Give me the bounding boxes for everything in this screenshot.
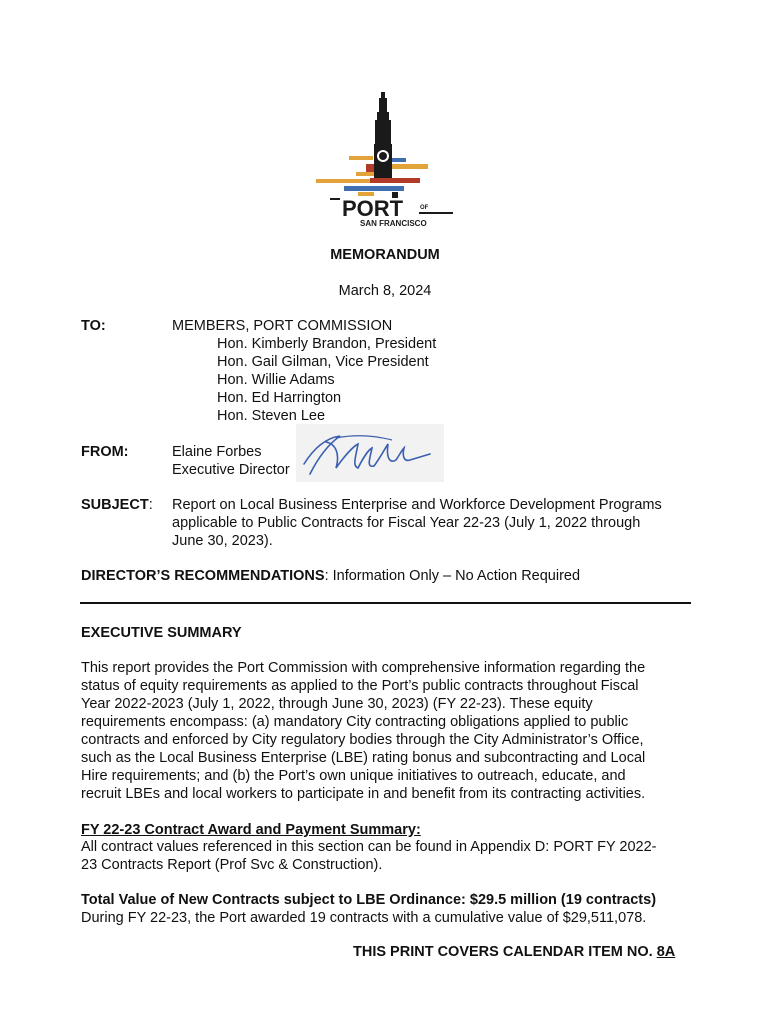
subject-line: applicable to Public Contracts for Fiscal Year 22-23 (July 1, 2022 through [172,515,641,531]
award-summary-line: All contract values referenced in this section can be found in Appendix D: PORT FY 2022- [81,839,657,855]
calendar-item-footer [353,943,675,961]
executive-summary-line: contracts and enforced by City regulatory bodies through the City Administrator’s Office, [81,732,644,748]
recommendation [81,567,580,585]
svg-text:SAN FRANCISCO: SAN FRANCISCO [360,219,427,228]
executive-summary-line: such as the Local Business Enterprise (LBE) rating bonus and subcontracting and Local [81,750,646,766]
executive-summary-line: This report provides the Port Commission with comprehensive information regarding the [81,660,646,676]
award-summary-heading: FY 22-23 Contract Award and Payment Summary: [81,822,421,838]
to-member: Hon. Willie Adams [217,372,335,388]
from-label: FROM: [81,444,129,460]
to-member: Hon. Ed Harrington [217,390,342,406]
recommendation-text: : Information Only – No Action Required [324,568,581,584]
executive-summary-line: status of equity requirements as applied to the Port’s public contracts throughout Fiscal [81,678,639,694]
total-value-text: During FY 22-23, the Port awarded 19 contracts with a cumulative value of $29,511,078. [81,910,647,926]
subject-label-wrap [81,496,153,514]
recommendation-label: DIRECTOR’S RECOMMENDATIONS [81,568,325,584]
subject-line: Report on Local Business Enterprise and Workforce Development Programs [172,497,662,513]
memo-title: MEMORANDUM [330,247,440,263]
to-member: Hon. Gail Gilman, Vice President [217,354,429,370]
subject-colon: : [148,497,153,513]
executive-summary-line: Year 2022-2023 (July 1, 2022, through June 30, 2023) (FY 22-23). These equity [81,696,593,712]
to-member: Hon. Steven Lee [217,408,326,424]
award-summary-line: 23 Contracts Report (Prof Svc & Construction). [81,857,383,873]
svg-text:OF: OF [420,205,429,211]
executive-summary-heading: EXECUTIVE SUMMARY [81,625,242,641]
from-title: Executive Director [172,462,290,478]
subject-line: June 30, 2023). [172,533,273,549]
signature [296,424,444,482]
calendar-item-number: 8A [656,944,676,960]
subject-label: SUBJECT [81,497,149,513]
memo-date: March 8, 2024 [338,283,432,299]
divider [80,602,691,604]
total-value-heading: Total Value of New Contracts subject to LBE Ordinance: $29.5 million (19 contracts) [81,892,657,908]
to-member: Hon. Kimberly Brandon, President [217,336,437,352]
executive-summary-line: Hire requirements; and (b) the Port’s own unique initiatives to outreach, educate, and [81,768,626,784]
calendar-item-prefix: THIS PRINT COVERS CALENDAR ITEM NO. [353,944,657,960]
from-name: Elaine Forbes [172,444,262,460]
executive-summary-line: recruit LBEs and local workers to participate in and benefit from its contracting activities. [81,786,646,802]
svg-text:PORT: PORT [342,196,404,221]
port-logo [310,88,460,233]
executive-summary-line: requirements encompass: (a) mandatory City contracting obligations applied to public [81,714,629,730]
to-heading: MEMBERS, PORT COMMISSION [172,318,393,334]
to-label: TO: [81,318,106,334]
